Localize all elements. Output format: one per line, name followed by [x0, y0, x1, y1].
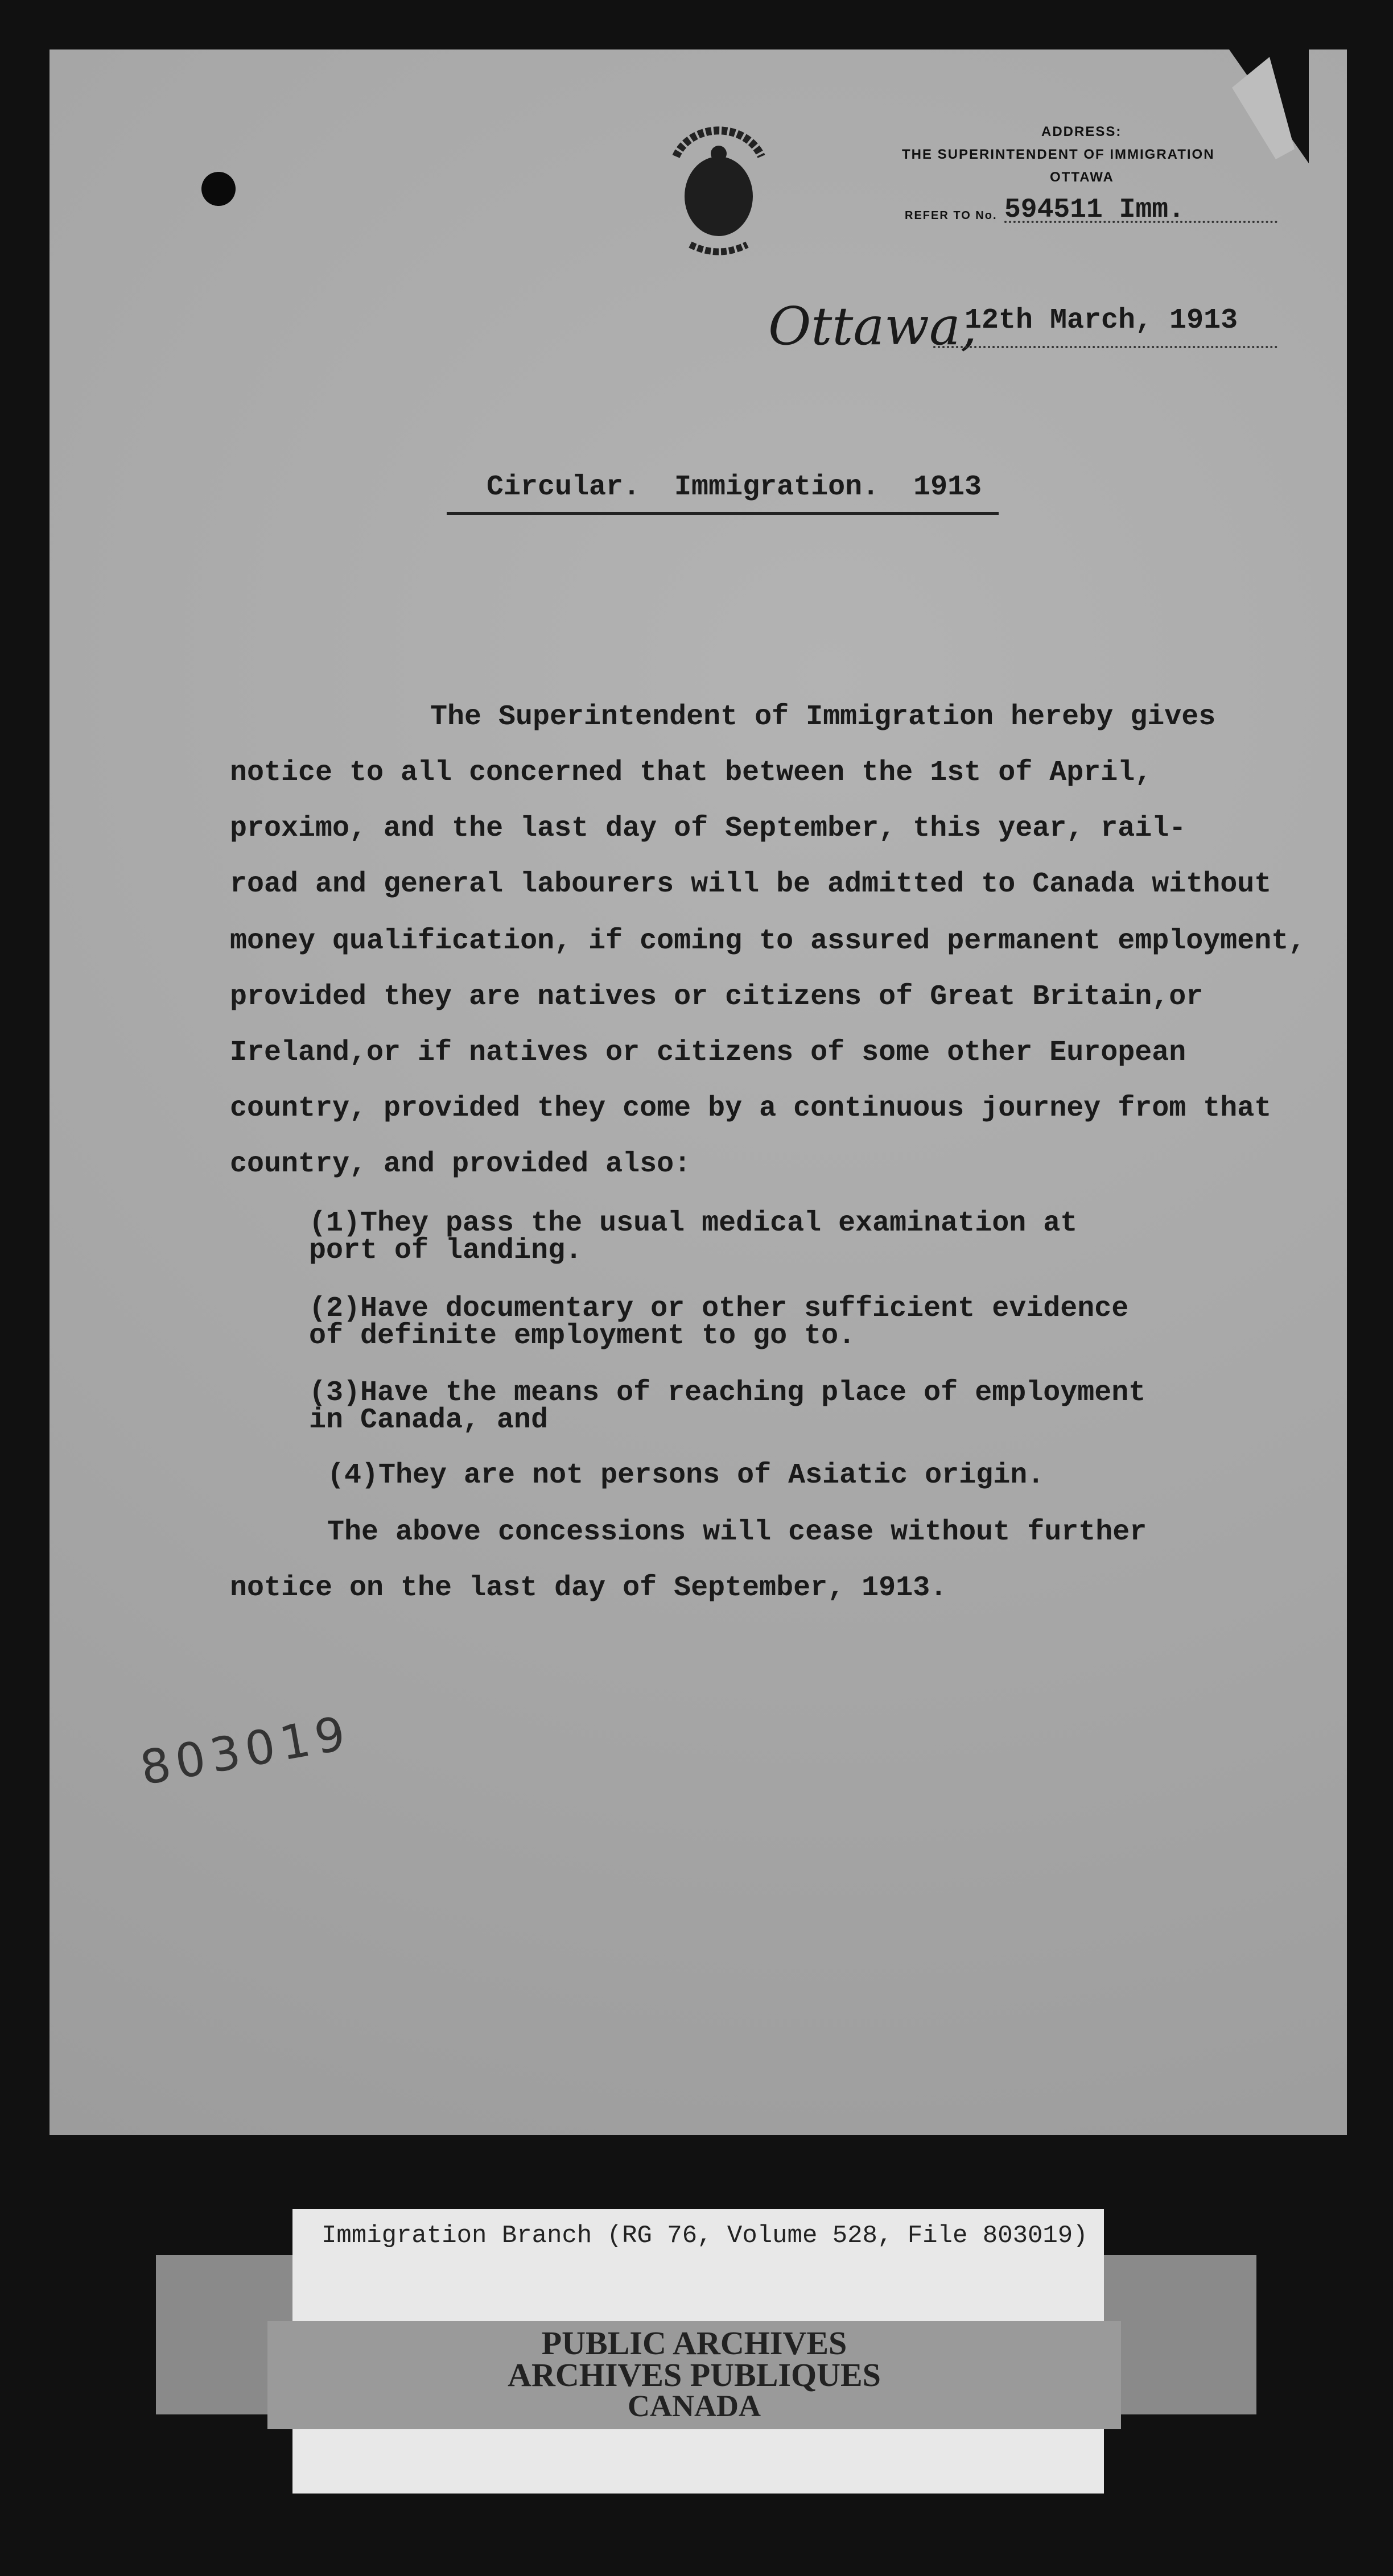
address-label: ADDRESS: [1041, 124, 1122, 139]
body-line: country, provided they come by a continuous journey from that [230, 1092, 1272, 1125]
body-line: proximo, and the last day of September, this year, rail- [230, 812, 1186, 845]
date-underline [933, 346, 1277, 348]
body-line: country, and provided also: [230, 1148, 691, 1180]
body-line: Ireland,or if natives or citizens of some other European [230, 1037, 1186, 1069]
body-line: road and general labourers will be admitted to Canada without [230, 868, 1272, 901]
title-underline [447, 512, 999, 515]
dateline-place: Ottawa, [768, 296, 978, 357]
address-line-1: THE SUPERINTENDENT OF IMMIGRATION [902, 147, 1215, 162]
stamp-line-2: ARCHIVES PUBLIQUES [508, 2356, 881, 2393]
condition-1-line-1: (1)They pass the usual medical examination at [309, 1207, 1078, 1240]
condition-1-line-2: port of landing. [309, 1235, 583, 1267]
condition-2-line-2: of definite employment to go to. [309, 1320, 856, 1352]
archive-reference-label: Immigration Branch (RG 76, Volume 528, File 803019) [322, 2222, 1088, 2250]
circular-title: Circular. Immigration. 1913 [487, 471, 982, 503]
body-line: notice to all concerned that between the 1st of April, [230, 757, 1152, 789]
stamp-line-3: CANADA [628, 2389, 761, 2423]
body-line: money qualification, if coming to assured permanent employment, [230, 925, 1306, 957]
condition-3-line-1: (3)Have the means of reaching place of employment [309, 1377, 1146, 1409]
refer-label: REFER TO No. [905, 209, 998, 222]
coat-of-arms-seal-icon [665, 122, 773, 259]
handwritten-file-number: 803019 [136, 1706, 355, 1796]
refer-underline [1004, 221, 1277, 223]
punch-hole [201, 172, 236, 206]
address-line-2: OTTAWA [1050, 170, 1114, 185]
body-line: The Superintendent of Immigration hereby gives [430, 701, 1216, 733]
archive-stamp [267, 2321, 1121, 2429]
dateline-date: 12th March, 1913 [965, 304, 1238, 337]
condition-3-line-2: in Canada, and [309, 1404, 549, 1436]
body-line: provided they are natives or citizens of Great Britain,or [230, 981, 1204, 1013]
condition-4: (4)They are not persons of Asiatic origin. [327, 1459, 1045, 1492]
closing-line: notice on the last day of September, 1913. [230, 1572, 947, 1604]
stamp-line-1: PUBLIC ARCHIVES [541, 2325, 847, 2362]
condition-2-line-1: (2)Have documentary or other sufficient evidence [309, 1293, 1129, 1325]
closing-line: The above concessions will cease without further [327, 1516, 1147, 1549]
refer-number: 594511 Imm. [1004, 195, 1185, 225]
